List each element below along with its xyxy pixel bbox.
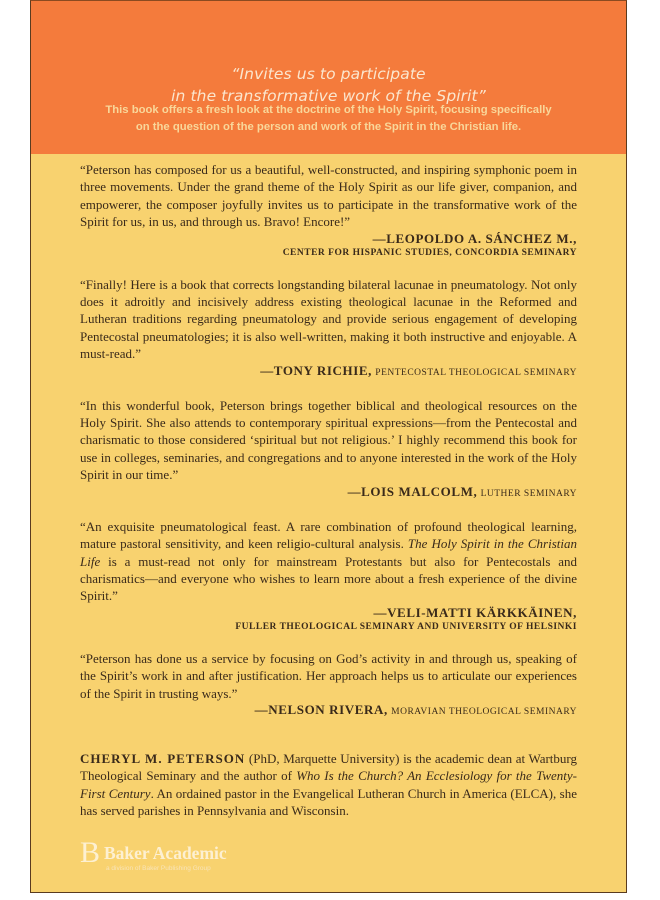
publisher-subtitle: a division of Baker Publishing Group	[106, 865, 211, 872]
book-blurb	[31, 102, 626, 136]
endorsement-quote: “In this wonderful book, Peterson brings together biblical and theological resources on the Holy Spirit. She also attends to contemporary spiritual expressions—from the Pentecostal and charismatic to those considered ‘spiritual but not religious.’ I highly recommend this book for use in colleges, seminaries, and congregations and to anyone interested in the work of the Holy Spirit in our time.”	[80, 397, 577, 483]
endorsement-author	[80, 702, 577, 720]
blurb-line-1: This book offers a fresh look at the doctrine of the Holy Spirit, focusing specifically	[105, 104, 552, 116]
author-institution: CENTER FOR HISPANIC STUDIES, CONCORDIA SEMINARY	[282, 247, 577, 258]
header-band	[31, 1, 626, 154]
endorsement-quote	[80, 518, 577, 605]
tagline-line-1: “Invites us to participate	[231, 65, 426, 83]
author-name: —TONY RICHIE,	[260, 362, 373, 378]
tagline-line-2: in the transformative work of the Spirit”	[171, 87, 486, 105]
bio-text: (PhD, Marquette University) is the academic dean at Wartburg Theological Seminary and the author of	[80, 750, 577, 784]
book-title: The Holy Spirit in the Christian Life	[80, 536, 577, 569]
endorsement-author	[80, 605, 577, 621]
author-name: —VELI-MATTI KÄRKKÄINEN,	[373, 604, 577, 620]
endorsement-karkkainen	[80, 518, 577, 634]
endorsement-author	[80, 363, 577, 381]
bio-book-title: Who Is the Church? An Ecclesiology for the Twenty-First Century	[80, 768, 577, 801]
author-institution: MORAVIAN THEOLOGICAL SEMINARY	[391, 706, 577, 717]
endorsement-author	[80, 484, 577, 502]
author-institution: PENTECOSTAL THEOLOGICAL SEMINARY	[375, 367, 577, 378]
endorsement-quote: “Peterson has done us a service by focusing on God’s activity in and through us, speaking of the Spirit’s work in and after justification. Her approach helps us to articulate our experiences of the Spirit in trusting ways.”	[80, 650, 577, 701]
endorsement-malcolm	[80, 397, 577, 502]
author-name: —LEOPOLDO A. SÁNCHEZ M.,	[372, 230, 577, 246]
author-name: —LOIS MALCOLM,	[347, 483, 478, 499]
endorsement-author	[80, 231, 577, 247]
quote-text: “An exquisite pneumatological feast. A rare combination of profound theological learning, mature pastoral sensitivity, and keen religio-cultural analysis.	[80, 518, 577, 552]
publisher-logo	[80, 836, 227, 872]
blurb-line-2: on the question of the person and work of the Spirit in the Christian life.	[135, 121, 522, 133]
author-institution: LUTHER SEMINARY	[480, 488, 577, 499]
endorsement-quote: “Peterson has composed for us a beautiful, well-constructed, and inspiring symphonic poem in three movements. Under the grand theme of the Holy Spirit as our life giver, companion, and empowerer, the composer joyfully invites us to participate in the transformative work of the Spirit for us, in us, and through us. Bravo! Encore!”	[80, 162, 577, 230]
baker-b-logo-icon: B	[80, 836, 101, 869]
publisher-name: Baker Academic	[104, 842, 227, 863]
endorsement-richie	[80, 276, 577, 381]
author-institution: FULLER THEOLOGICAL SEMINARY AND UNIVERSITY OF HELSINKI	[235, 621, 577, 632]
author-bio	[80, 750, 577, 820]
author-name: —NELSON RIVERA,	[254, 701, 388, 717]
endorsement-sanchez	[80, 161, 577, 260]
tagline	[31, 63, 626, 107]
endorsements-section	[80, 161, 577, 833]
endorsement-quote: “Finally! Here is a book that corrects longstanding bilateral lacunae in pneumatology. Not only does it adroitly and incisively address existing theological lacunae in the Reformed and Lutheran traditions regarding pneumatology and provide serious engagement of developing Pentecostal pneumatologies; it is also well-written, making it both instructive and enjoyable. A must-read.”	[80, 276, 577, 362]
quote-text: is a must-read not only for mainstream Protestants but also for Pentecostals and charismatics—and everyone who wishes to learn more about a fresh experience of the divine Spirit.”	[80, 553, 577, 604]
book-back-cover	[30, 0, 627, 893]
bio-author-name: CHERYL M. PETERSON	[80, 750, 246, 766]
endorsement-rivera	[80, 650, 577, 720]
bio-text: . An ordained pastor in the Evangelical Lutheran Church in America (ELCA), she has served parishes in Pennsylvania and Wisconsin.	[80, 785, 577, 819]
